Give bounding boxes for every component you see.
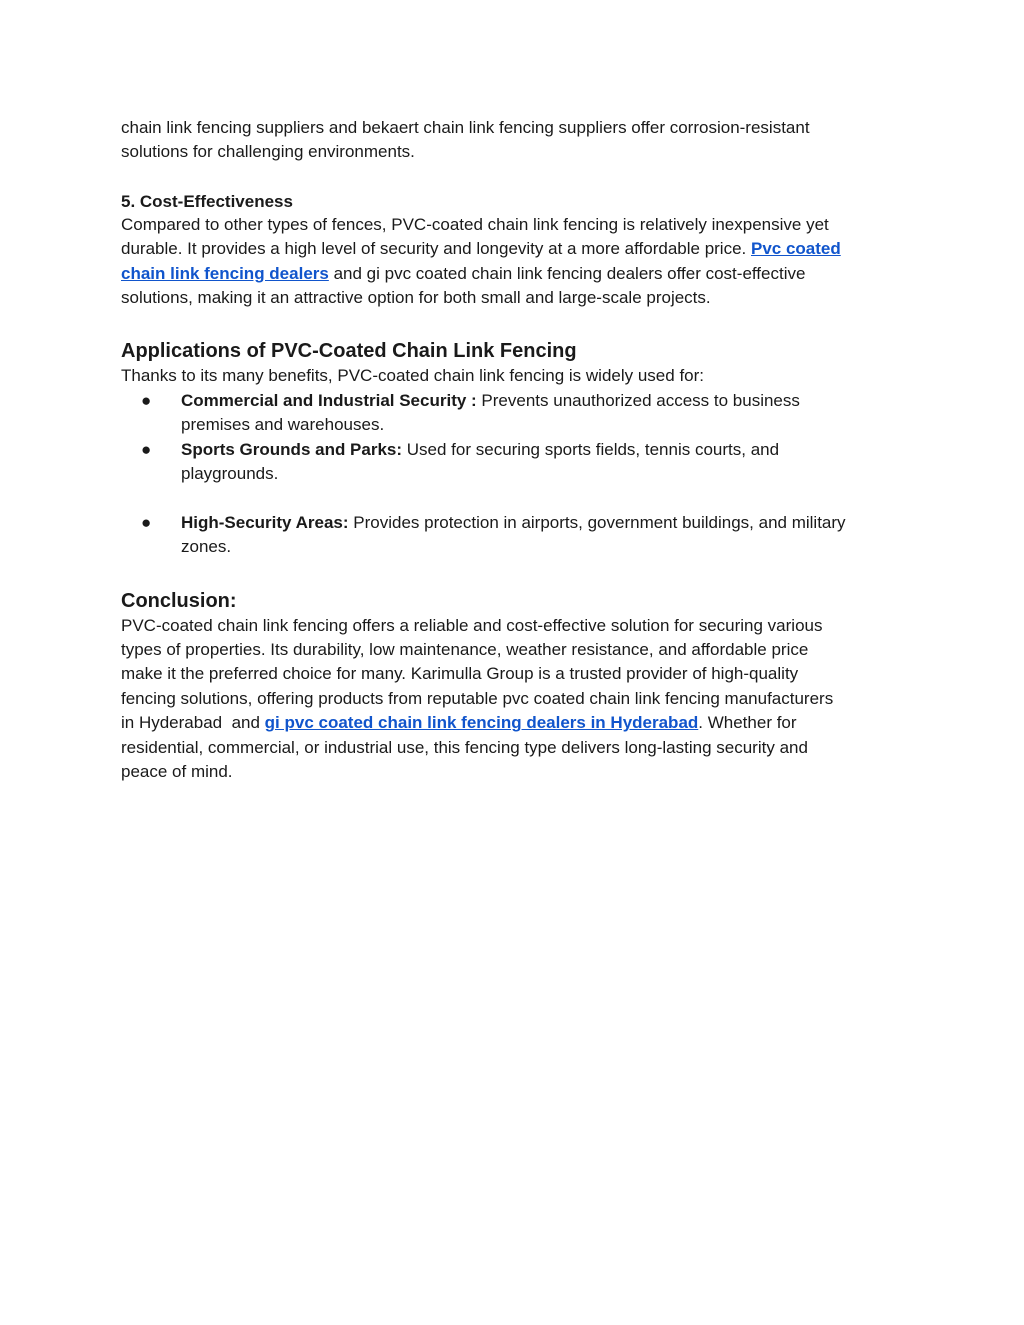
conclusion-line-5-rest: . Whether for xyxy=(698,713,797,733)
pvc-coated-dealers-link-part2[interactable]: chain link fencing dealers xyxy=(121,263,329,283)
applications-intro: Thanks to its many benefits, PVC-coated chain link fencing is widely used for: xyxy=(121,366,705,386)
list-item-label: Commercial and Industrial Security : xyxy=(181,390,477,410)
pvc-coated-dealers-link-part1[interactable]: Pvc coated xyxy=(751,239,841,259)
list-item-text: Prevents unauthorized access to business xyxy=(476,390,800,410)
cost-line-1: Compared to other types of fences, PVC-coated chain link fencing is relatively inexpensive yet xyxy=(121,214,829,234)
cost-line-2-text: durable. It provides a high level of security and longevity at a more affordable price. xyxy=(121,239,751,259)
cost-line-3 xyxy=(121,262,901,286)
conclusion-line-5-text: in Hyderabad and xyxy=(121,713,265,733)
conclusion-section xyxy=(121,588,901,785)
conclusion-heading: Conclusion: xyxy=(121,589,237,612)
applications-list xyxy=(121,389,901,560)
list-item-text-cont: playgrounds. xyxy=(181,464,279,484)
conclusion-line: make it the preferred choice for many. Karimulla Group is a trusted provider of high-quality xyxy=(121,664,799,684)
list-item-text: Provides protection in airports, government buildings, and military xyxy=(348,512,846,532)
conclusion-line: fencing solutions, offering products from reputable pvc coated chain link fencing manufacturers xyxy=(121,688,834,708)
bullet-icon: ● xyxy=(141,439,152,459)
conclusion-line-with-link xyxy=(121,711,901,735)
cost-line-3-text: and gi pvc coated chain link fencing dealers offer cost-effective xyxy=(328,263,806,283)
list-item-label: High-Security Areas: xyxy=(181,512,349,532)
list-item xyxy=(121,511,901,560)
intro-line-2: solutions for challenging environments. xyxy=(121,142,415,162)
bullet-icon: ● xyxy=(141,512,152,532)
conclusion-line: PVC-coated chain link fencing offers a reliable and cost-effective solution for securing various xyxy=(121,615,823,635)
gi-pvc-dealers-hyderabad-link[interactable]: gi pvc coated chain link fencing dealers in Hyderabad xyxy=(264,713,699,733)
intro-paragraph xyxy=(121,116,901,165)
list-item-label: Sports Grounds and Parks: xyxy=(181,439,403,459)
cost-line-4: solutions, making it an attractive option for both small and large-scale projects. xyxy=(121,288,711,308)
applications-heading: Applications of PVC-Coated Chain Link Fencing xyxy=(121,340,577,363)
bullet-icon: ● xyxy=(141,390,152,410)
list-item-text-cont: zones. xyxy=(181,537,232,557)
conclusion-line: residential, commercial, or industrial use, this fencing type delivers long-lasting security and xyxy=(121,737,808,757)
cost-line-2 xyxy=(121,237,901,261)
conclusion-line: types of properties. Its durability, low maintenance, weather resistance, and affordable price xyxy=(121,640,809,660)
list-item xyxy=(121,438,901,487)
list-item-text: Used for securing sports fields, tennis courts, and xyxy=(402,439,780,459)
conclusion-line: peace of mind. xyxy=(121,762,233,782)
intro-line-1: chain link fencing suppliers and bekaert chain link fencing suppliers offer corrosion-resistant xyxy=(121,118,810,137)
list-item xyxy=(121,389,901,438)
document-page xyxy=(121,116,901,785)
cost-section xyxy=(121,191,901,311)
applications-section xyxy=(121,338,901,559)
cost-heading: 5. Cost-Effectiveness xyxy=(121,191,293,211)
list-item-text-cont: premises and warehouses. xyxy=(181,415,385,435)
